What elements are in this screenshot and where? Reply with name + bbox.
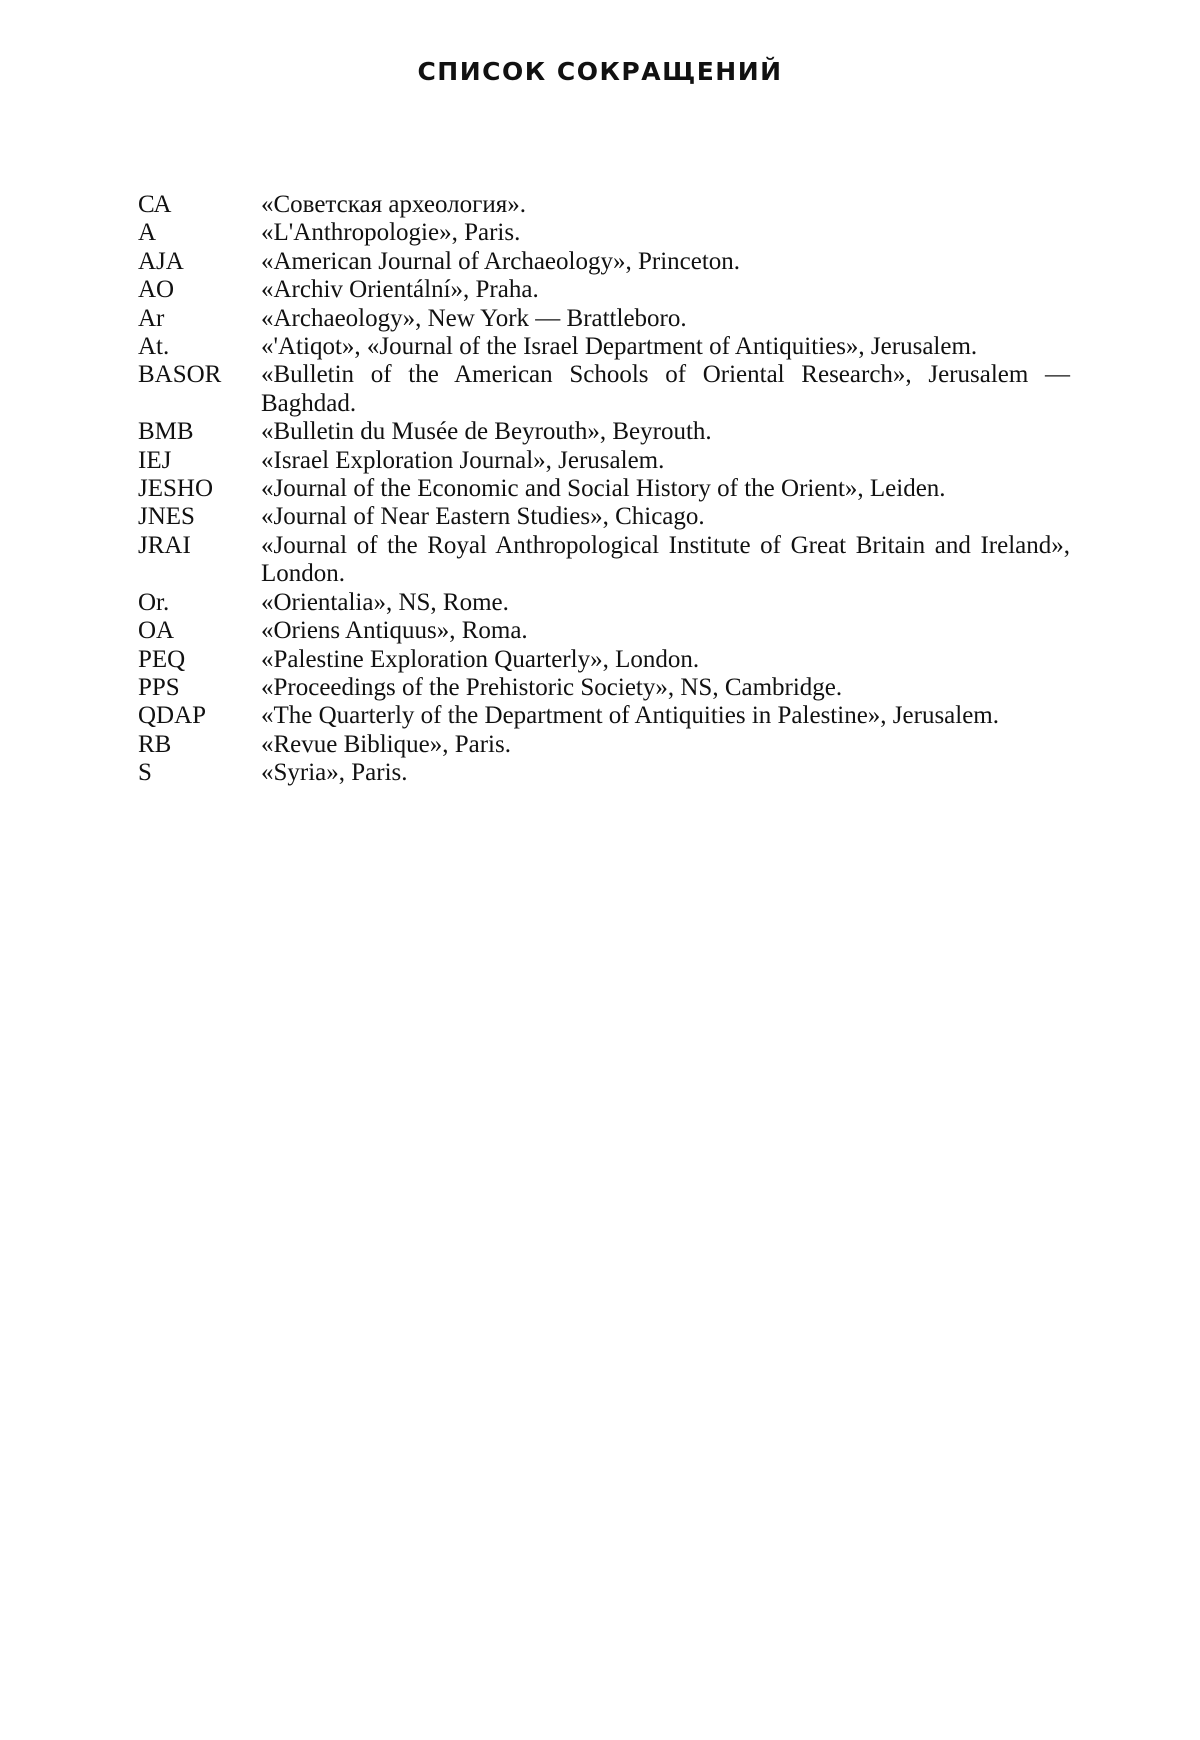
abbreviation-code: JRAI	[138, 531, 191, 559]
page-title: СПИСОК СОКРАЩЕНИЙ	[417, 56, 783, 86]
abbreviation-entry	[138, 447, 1070, 475]
abbreviation-code: Or.	[138, 588, 170, 616]
abbreviation-description: «Journal of the Royal Anthropological Institute of Great Britain and Ireland», London.	[261, 531, 1070, 588]
abbreviation-code: BMB	[138, 418, 194, 446]
abbreviation-entry	[138, 219, 1070, 247]
abbreviation-code: AO	[138, 276, 175, 304]
abbreviation-entry	[138, 191, 1070, 219]
abbreviation-description: «L'Anthropologie», Paris.	[261, 219, 521, 247]
abbreviation-entry	[138, 617, 1070, 645]
abbreviation-code: A	[138, 219, 157, 247]
abbreviation-code: Ar	[138, 304, 165, 332]
abbreviation-entry	[138, 674, 1070, 702]
abbreviation-description: «Archaeology», New York — Brattleboro.	[261, 304, 687, 332]
abbreviation-entry	[138, 418, 1070, 446]
abbreviations-list	[138, 191, 1070, 788]
abbreviation-entry	[138, 503, 1070, 531]
abbreviation-entry	[138, 731, 1070, 759]
abbreviation-description: «'Atiqot», «Journal of the Israel Department of Antiquities», Jerusalem.	[261, 333, 978, 361]
abbreviation-description: «Journal of Near Eastern Studies», Chicago.	[261, 503, 705, 531]
abbreviation-code: BASOR	[138, 361, 222, 389]
abbreviation-entry	[138, 532, 1070, 589]
abbreviation-entry	[138, 646, 1070, 674]
abbreviation-description: «Proceedings of the Prehistoric Society», NS, Cambridge.	[261, 673, 843, 701]
abbreviation-description: «The Quarterly of the Department of Antiquities in Palestine», Jerusalem.	[261, 702, 1000, 730]
abbreviation-entry	[138, 759, 1070, 787]
abbreviation-description: «Советская археология».	[261, 191, 526, 218]
abbreviation-entry	[138, 361, 1070, 418]
abbreviation-entry	[138, 702, 1070, 730]
abbreviation-code: RB	[138, 730, 172, 758]
abbreviation-description: «Syria», Paris.	[261, 759, 408, 787]
abbreviation-description: «Journal of the Economic and Social History of the Orient», Leiden.	[261, 475, 946, 503]
abbreviation-entry	[138, 333, 1070, 361]
abbreviation-code: IEJ	[138, 446, 172, 474]
abbreviation-code: At.	[138, 333, 170, 361]
abbreviation-description: «Revue Biblique», Paris.	[261, 730, 511, 758]
abbreviation-description: «Palestine Exploration Quarterly», London.	[261, 645, 700, 673]
abbreviation-entry	[138, 475, 1070, 503]
abbreviation-code: S	[138, 759, 152, 787]
abbreviation-description: «Oriens Antiquus», Roma.	[261, 617, 528, 645]
abbreviation-description: «Orientalia», NS, Rome.	[261, 588, 509, 616]
abbreviation-code: QDAP	[138, 702, 207, 730]
abbreviation-entry	[138, 248, 1070, 276]
abbreviation-description: «Archiv Orientální», Praha.	[261, 276, 539, 304]
abbreviation-entry	[138, 589, 1070, 617]
abbreviation-code: AJA	[138, 247, 184, 275]
abbreviation-code: OA	[138, 617, 175, 645]
abbreviation-description: «American Journal of Archaeology», Princeton.	[261, 247, 741, 275]
abbreviation-description: «Bulletin du Musée de Beyrouth», Beyrouth.	[261, 418, 712, 446]
abbreviation-code: JNES	[138, 503, 195, 531]
abbreviation-code: PEQ	[138, 645, 186, 673]
abbreviation-entry	[138, 305, 1070, 333]
abbreviation-description: «Israel Exploration Journal», Jerusalem.	[261, 446, 665, 474]
abbreviation-entry	[138, 276, 1070, 304]
abbreviation-code: JESHO	[138, 475, 214, 503]
abbreviation-description: «Bulletin of the American Schools of Oriental Research», Jerusalem — Baghdad.	[261, 361, 1070, 417]
abbreviation-code: PPS	[138, 673, 180, 701]
abbreviation-code: СА	[138, 191, 172, 218]
